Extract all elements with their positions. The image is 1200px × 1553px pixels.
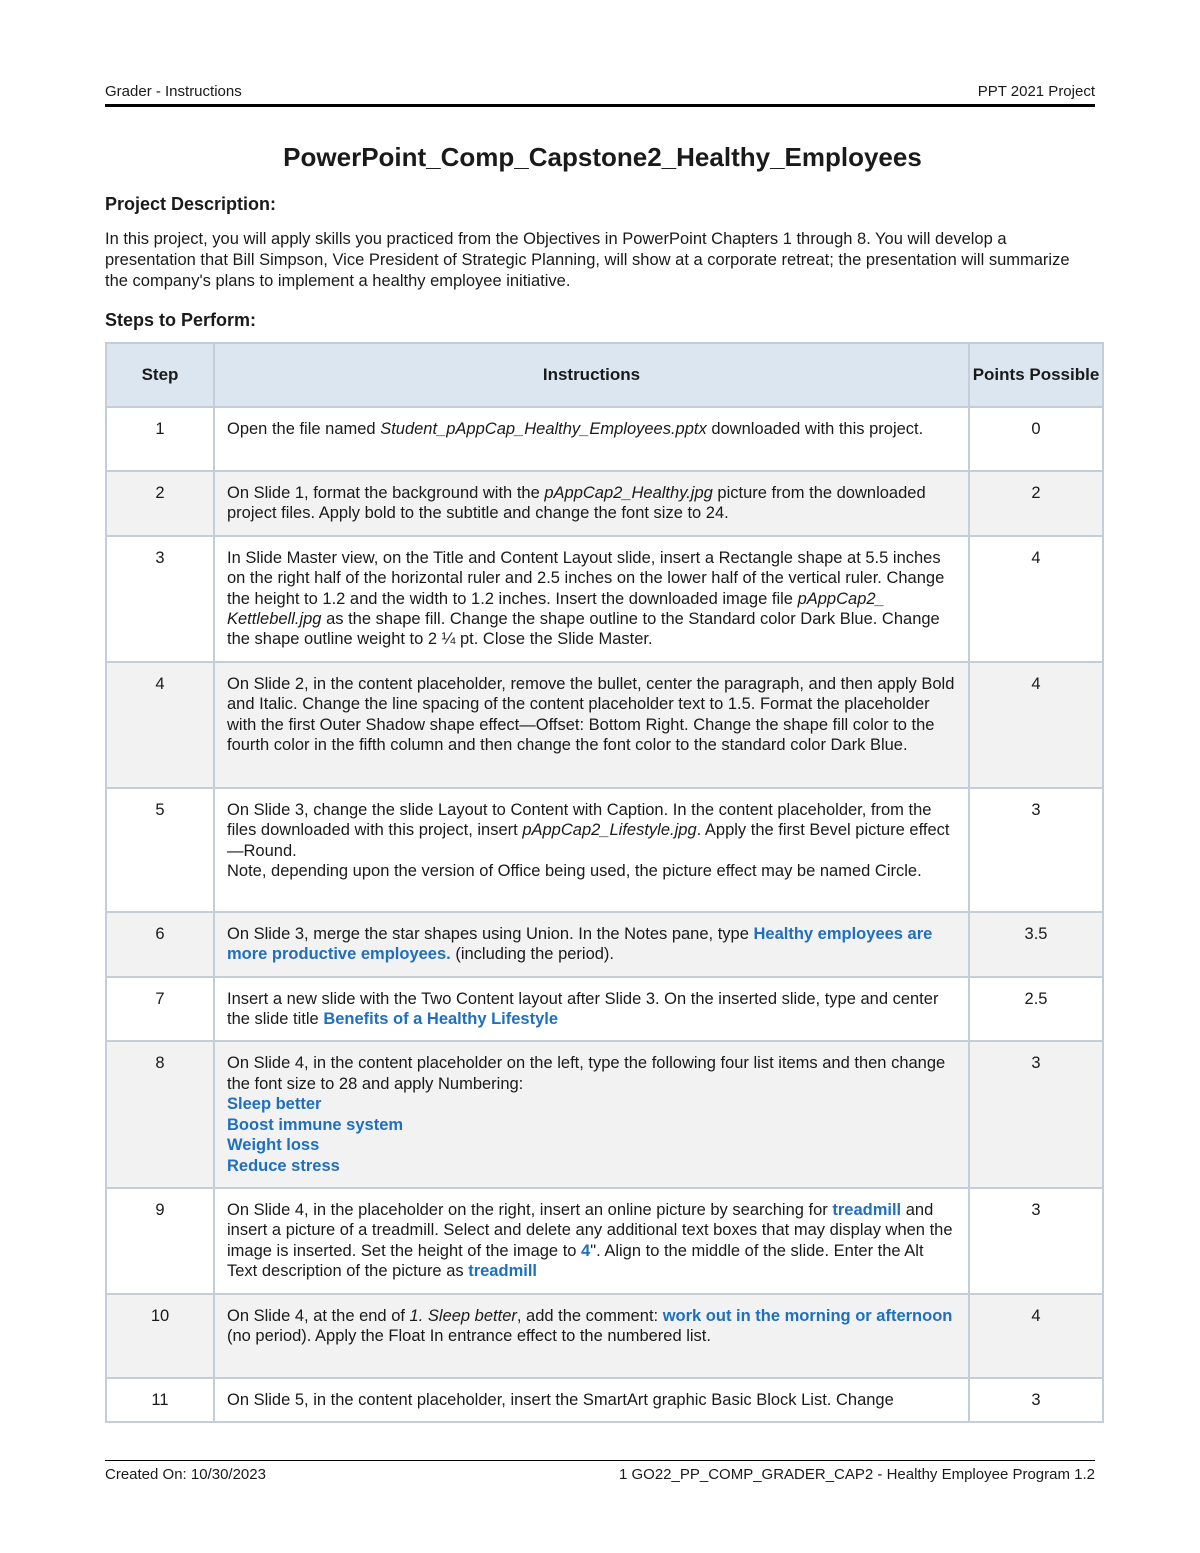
instruction-text: In Slide Master view, on the Title and Content Layout slide, insert a Rectangle shape at 5.5 inches on the right half of the horizontal ruler and 2.5 inches on the lower half of the vertical ruler. Change the height to 1.2 and the width to 1.2 inches. Insert the downloaded image file — [227, 548, 945, 608]
points-value: 3 — [969, 1041, 1103, 1187]
instruction-text: ". Align to the middle of the slide. Enter the Alt Text description of the picture as — [227, 1241, 924, 1281]
instruction-text: picture from the downloaded project files. Apply bold to the subtitle and change the font size to 24. — [227, 484, 926, 523]
instruction-text: , add the comment: — [516, 1306, 663, 1325]
highlighted-text: Boost immune system — [227, 1115, 404, 1134]
instruction-text: (including the period). — [450, 945, 615, 964]
step-instructions — [214, 407, 969, 471]
highlighted-text: Reduce stress — [227, 1156, 340, 1175]
highlighted-text: work out in the morning or afternoon — [662, 1306, 953, 1325]
points-value: 3 — [969, 1188, 1103, 1294]
table-row — [106, 471, 1103, 536]
points-value: 4 — [969, 1294, 1103, 1378]
instruction-text: Note, depending upon the version of Office being used, the picture effect may be named Circle. — [227, 862, 922, 881]
points-value: 2 — [969, 471, 1103, 536]
instruction-text: On Slide 4, in the placeholder on the right, insert an online picture by searching for — [227, 1200, 833, 1219]
table-row — [106, 407, 1103, 471]
italic-text: pAppCap2_Lifestyle.jpg — [522, 821, 697, 840]
step-number: 5 — [106, 788, 214, 912]
highlighted-text: treadmill — [468, 1262, 537, 1281]
points-value: 4 — [969, 662, 1103, 788]
table-row — [106, 788, 1103, 912]
points-value: 3 — [969, 788, 1103, 912]
instruction-text: On Slide 1, format the background with the — [227, 484, 545, 502]
header-right-text: PPT 2021 Project — [977, 83, 1095, 100]
step-number: 7 — [106, 977, 214, 1042]
step-number: 1 — [106, 407, 214, 471]
instruction-text: (no period). Apply the Float In entrance effect to the numbered list. — [227, 1326, 711, 1345]
step-number: 10 — [106, 1294, 214, 1378]
step-number: 6 — [106, 912, 214, 977]
header-left-text: Grader - Instructions — [105, 83, 242, 100]
page-header — [105, 82, 1095, 107]
steps-heading: Steps to Perform: — [105, 310, 257, 330]
highlighted-text: Healthy employees are more productive employees. — [227, 924, 933, 964]
project-description-text: In this project, you will apply skills you practiced from the Objectives in PowerPoint Chapters 1 through 8. You will develop a presentation that Bill Simpson, Vice President of Strategic Planning, will show at a corporate retreat; the presentation will summarize the company's plans to implement a healthy employee initiative. — [105, 230, 1070, 290]
step-instructions — [214, 471, 969, 536]
step-instructions — [214, 1188, 969, 1294]
italic-text: 1. Sleep better — [409, 1306, 517, 1325]
step-number: 8 — [106, 1041, 214, 1187]
step-instructions — [214, 788, 969, 912]
table-row — [106, 1188, 1103, 1294]
points-value: 0 — [969, 407, 1103, 471]
step-number: 4 — [106, 662, 214, 788]
highlighted-text: Benefits of a Healthy Lifestyle — [323, 1010, 559, 1029]
step-instructions — [214, 1294, 969, 1378]
step-number: 11 — [106, 1378, 214, 1422]
highlighted-text: Sleep better — [227, 1095, 322, 1114]
instruction-text: downloaded with this project. — [706, 420, 924, 438]
instruction-text: On Slide 3, merge the star shapes using Union. In the Notes pane, type — [227, 924, 754, 943]
table-row — [106, 536, 1103, 662]
col-header-instructions: Instructions — [214, 343, 969, 407]
instruction-text: On Slide 4, at the end of — [227, 1306, 410, 1325]
italic-text: Student_pAppCap_Healthy_Employees.pptx — [380, 420, 707, 438]
step-number: 2 — [106, 471, 214, 536]
project-description-heading: Project Description: — [105, 194, 277, 214]
footer-left-text: Created On: 10/30/2023 — [105, 1466, 266, 1483]
document-title: PowerPoint_Comp_Capstone2_Healthy_Employees — [283, 142, 922, 172]
step-instructions — [214, 536, 969, 662]
table-row — [106, 977, 1103, 1042]
instruction-text: Insert a new slide with the Two Content layout after Slide 3. On the inserted slide, type and center the slide title — [227, 989, 939, 1029]
table-row — [106, 1378, 1103, 1422]
points-value: 2.5 — [969, 977, 1103, 1042]
step-instructions — [214, 1378, 969, 1422]
instruction-text: and insert a picture of a treadmill. Select and delete any additional text boxes that may display when the image is inserted. Set the height of the image to — [227, 1200, 953, 1260]
col-header-points: Points Possible — [969, 343, 1103, 407]
step-number: 3 — [106, 536, 214, 662]
step-instructions — [214, 1041, 969, 1187]
instruction-text: On Slide 4, in the content placeholder on the left, type the following four list items and then change the font size to 28 and apply Numbering: — [227, 1054, 946, 1093]
italic-text: pAppCap2_Healthy.jpg — [544, 484, 713, 502]
highlighted-text: treadmill — [832, 1200, 902, 1219]
step-number: 9 — [106, 1188, 214, 1294]
points-value: 3.5 — [969, 912, 1103, 977]
highlighted-text: Weight loss — [227, 1136, 320, 1155]
instruction-text: On Slide 2, in the content placeholder, remove the bullet, center the paragraph, and then apply Bold and Italic. Change the line spacing of the content placeholder text to 1.5. Format the placeholder with the first Outer Shadow shape effect—Offset: Bottom Right. Change the shape fill color to the fourth color in the fifth column and then change the font color to the standard color Dark Blue. — [227, 674, 955, 755]
instruction-text: On Slide 3, change the slide Layout to Content with Caption. In the content placeholder, from the files downloaded with this project, insert — [227, 800, 932, 840]
highlighted-text: 4 — [581, 1241, 591, 1260]
table-header-row — [106, 343, 1103, 407]
footer-right-text: 1 GO22_PP_COMP_GRADER_CAP2 - Healthy Employee Program 1.2 — [618, 1466, 1095, 1483]
instruction-text: On Slide 5, in the content placeholder, insert the SmartArt graphic Basic Block List. Change — [227, 1390, 894, 1409]
points-value: 4 — [969, 536, 1103, 662]
table-row — [106, 1041, 1103, 1187]
steps-table-body — [106, 407, 1103, 1422]
instruction-text: as the shape fill. Change the shape outline to the Standard color Dark Blue. Change the shape outline weight to 2 ¼ pt. Close the Slide Master. — [227, 610, 940, 649]
instruction-text: Open the file named — [227, 420, 381, 438]
table-row — [106, 662, 1103, 788]
page-footer — [105, 1460, 1095, 1485]
step-instructions — [214, 977, 969, 1042]
points-value: 3 — [969, 1378, 1103, 1422]
table-row — [106, 1294, 1103, 1378]
step-instructions — [214, 662, 969, 788]
steps-table — [105, 342, 1104, 1423]
step-instructions — [214, 912, 969, 977]
table-row — [106, 912, 1103, 977]
col-header-step: Step — [106, 343, 214, 407]
italic-text: pAppCap2_ Kettlebell.jpg — [227, 589, 885, 629]
instruction-text: . Apply the first Bevel picture effect—Round. — [227, 821, 950, 860]
